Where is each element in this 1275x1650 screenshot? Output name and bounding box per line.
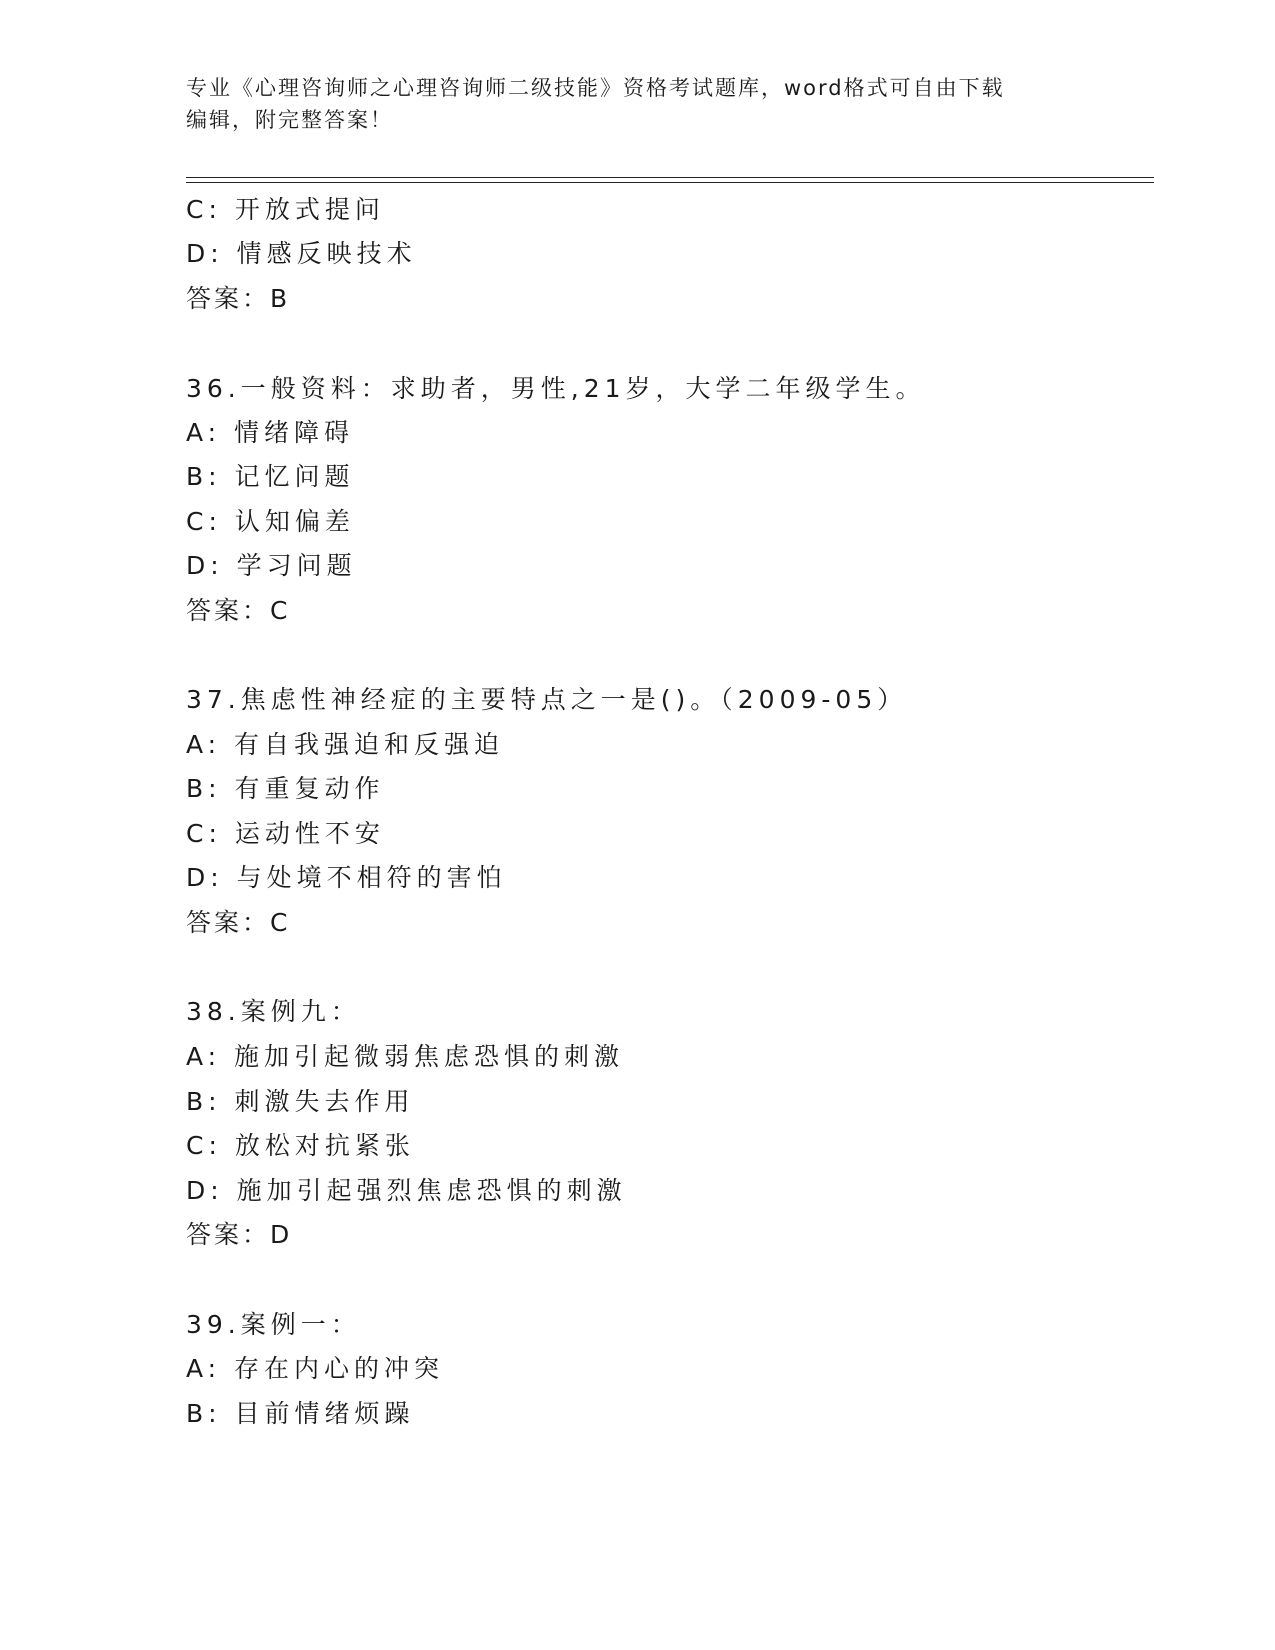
option-d: D: 施加引起强烈焦虑恐惧的刺激 <box>186 1176 627 1205</box>
option-a: A: 情绪障碍 <box>186 418 355 447</box>
answer: 答案：D <box>186 1220 293 1249</box>
option-a: A: 施加引起微弱焦虑恐惧的刺激 <box>186 1042 625 1071</box>
option-c: C: 认知偏差 <box>186 507 355 536</box>
question-39: 39.案例一： <box>186 1310 361 1339</box>
option-b: B: 记忆问题 <box>186 462 355 491</box>
header-line-1: 专业《心理咨询师之心理咨询师二级技能》资格考试题库，word格式可自由下载 <box>186 76 1005 100</box>
answer: 答案：C <box>186 596 291 625</box>
header-rule-top <box>186 177 1154 178</box>
option-b: B: 刺激失去作用 <box>186 1087 415 1116</box>
header-line-2: 编辑，附完整答案！ <box>186 108 393 132</box>
option-b: B: 目前情绪烦躁 <box>186 1399 415 1428</box>
question-37: 37.焦虑性神经症的主要特点之一是()。（2009-05） <box>186 685 908 714</box>
option-c: C: 放松对抗紧张 <box>186 1131 415 1160</box>
option-d: D: 学习问题 <box>186 551 357 580</box>
option-b: B: 有重复动作 <box>186 774 385 803</box>
question-38: 38.案例九： <box>186 997 361 1026</box>
document-header <box>186 72 1086 136</box>
option-a: A: 存在内心的冲突 <box>186 1354 445 1383</box>
option-d: D: 情感反映技术 <box>186 239 417 268</box>
header-rule-bottom <box>186 182 1154 183</box>
question-36: 36.一般资料：求助者，男性,21岁，大学二年级学生。 <box>186 374 926 403</box>
answer: 答案：B <box>186 284 291 313</box>
answer: 答案：C <box>186 908 291 937</box>
option-d: D: 与处境不相符的害怕 <box>186 863 507 892</box>
option-c: C: 开放式提问 <box>186 195 385 224</box>
option-c: C: 运动性不安 <box>186 819 385 848</box>
option-a: A: 有自我强迫和反强迫 <box>186 730 505 759</box>
